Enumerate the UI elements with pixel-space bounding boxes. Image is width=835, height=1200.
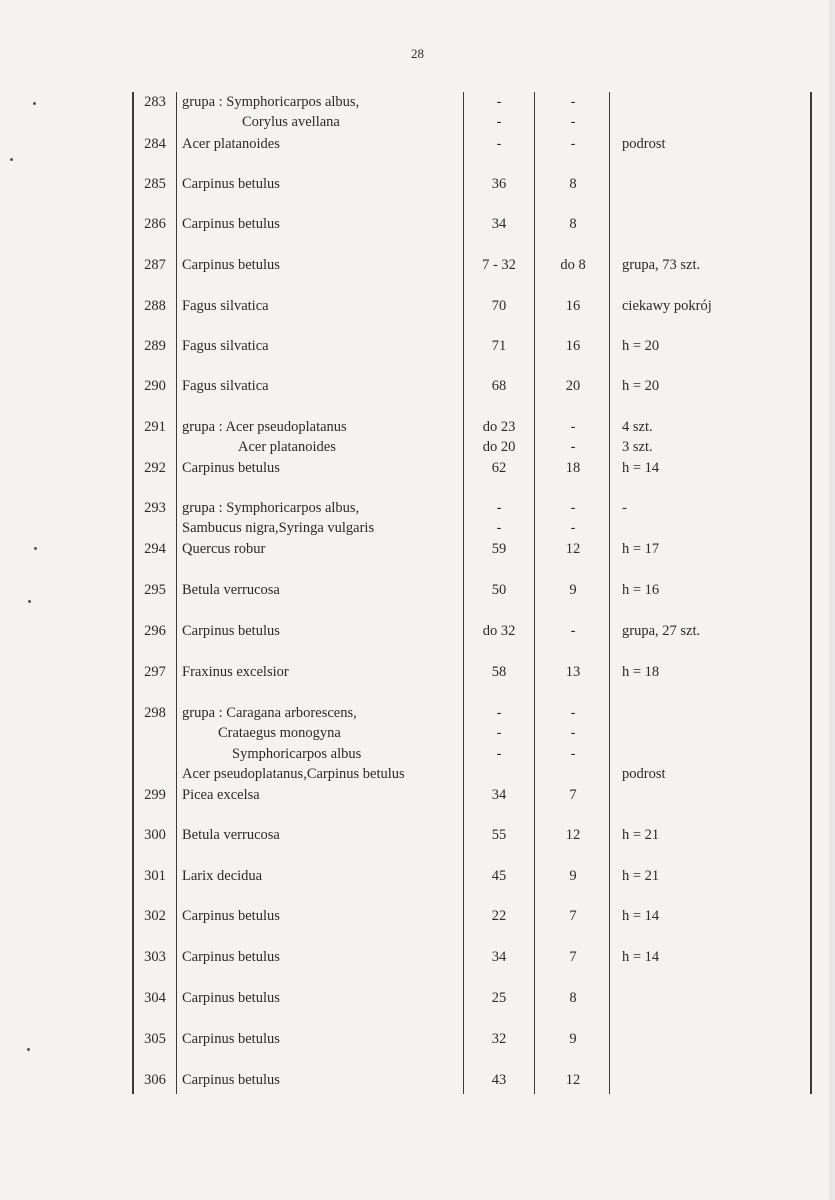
row-number: 285 — [144, 176, 166, 192]
height-value: 7 — [569, 787, 577, 803]
row-number: 298 — [144, 705, 166, 721]
circumference-value: - — [496, 500, 502, 516]
remarks-value: h = 17 — [622, 541, 660, 557]
circumference-value: 68 — [491, 378, 507, 394]
row-number: 296 — [144, 623, 166, 639]
circumference-value: 59 — [491, 541, 507, 557]
height-value: - — [570, 623, 576, 639]
row-number: 304 — [144, 990, 166, 1006]
circumference-value: - — [496, 725, 502, 742]
height-value: 8 — [569, 990, 577, 1006]
row-number: 300 — [144, 827, 166, 843]
remarks-value: h = 20 — [622, 338, 660, 354]
row-number: 305 — [144, 1031, 166, 1047]
height-value: 7 — [569, 949, 577, 965]
scan-speck — [10, 158, 13, 161]
circumference-value: 25 — [491, 990, 507, 1006]
scan-speck — [33, 102, 36, 105]
species-name: Fagus silvatica — [182, 298, 269, 314]
height-value: - — [570, 439, 576, 456]
height-value: 8 — [569, 176, 577, 192]
height-value: 13 — [565, 664, 581, 680]
remarks-value: - — [622, 500, 627, 516]
remarks-value: grupa, 27 szt. — [622, 623, 701, 639]
circumference-value: do 32 — [482, 623, 516, 639]
height-value: 12 — [565, 827, 581, 843]
species-name: Acer pseudoplatanus,Carpinus betulus — [182, 765, 405, 782]
species-name: Sambucus nigra,Syringa vulgaris — [182, 520, 375, 537]
remarks-value: 3 szt. — [622, 439, 653, 456]
scan-speck — [27, 1048, 30, 1051]
row-number: 295 — [144, 582, 166, 598]
circumference-value: 58 — [491, 664, 507, 680]
circumference-value: 62 — [491, 460, 507, 476]
height-value: - — [570, 520, 576, 537]
row-number: 288 — [144, 298, 166, 314]
height-value: 16 — [565, 298, 581, 314]
circumference-value: 32 — [491, 1031, 507, 1047]
species-name: Corylus avellana — [242, 114, 340, 131]
page-number: 28 — [411, 46, 424, 61]
circumference-value: 71 — [491, 338, 507, 354]
remarks-value: h = 16 — [622, 582, 660, 598]
remarks-value: h = 20 — [622, 378, 660, 394]
species-name: Carpinus betulus — [182, 1072, 280, 1088]
species-name: Carpinus betulus — [182, 460, 280, 476]
column-divider-number — [176, 92, 177, 1094]
species-name: Symphoricarpos albus — [232, 745, 362, 762]
species-name: Fraxinus excelsior — [182, 664, 289, 680]
height-value: 16 — [565, 338, 581, 354]
row-number: 302 — [144, 908, 166, 924]
species-name: grupa : Symphoricarpos albus, — [182, 500, 360, 516]
height-value: do 8 — [560, 257, 586, 273]
row-number: 299 — [144, 787, 166, 803]
scan-speck — [28, 600, 31, 603]
height-value: - — [570, 114, 576, 131]
row-number: 291 — [144, 419, 166, 435]
circumference-value: - — [496, 114, 502, 131]
height-value: 18 — [565, 460, 581, 476]
row-number: 293 — [144, 500, 166, 516]
circumference-value: 7 - 32 — [482, 257, 516, 273]
height-value: 20 — [565, 378, 581, 394]
remarks-value: podrost — [622, 765, 666, 782]
species-name: grupa : Acer pseudoplatanus — [182, 419, 347, 435]
height-value: 9 — [569, 1031, 577, 1047]
species-name: Carpinus betulus — [182, 1031, 280, 1047]
circumference-value: 22 — [491, 908, 507, 924]
height-value: - — [570, 136, 576, 152]
circumference-value: 36 — [491, 176, 507, 192]
remarks-value: 4 szt. — [622, 419, 653, 435]
circumference-value: - — [496, 520, 502, 537]
height-value: - — [570, 419, 576, 435]
remarks-value: podrost — [622, 136, 666, 152]
species-name: Carpinus betulus — [182, 908, 280, 924]
species-name: Quercus robur — [182, 541, 266, 557]
species-name: Picea excelsa — [182, 787, 260, 803]
remarks-value: h = 14 — [622, 908, 660, 924]
circumference-value: do 20 — [482, 439, 516, 456]
remarks-value: h = 14 — [622, 460, 660, 476]
row-number: 297 — [144, 664, 166, 680]
row-number: 290 — [144, 378, 166, 394]
species-name: grupa : Symphoricarpos albus, — [182, 94, 360, 110]
remarks-value: h = 14 — [622, 949, 660, 965]
scan-edge — [829, 0, 835, 1200]
species-name: Betula verrucosa — [182, 827, 280, 843]
circumference-value: 34 — [491, 949, 507, 965]
row-number: 292 — [144, 460, 166, 476]
species-name: Carpinus betulus — [182, 990, 280, 1006]
row-number: 283 — [144, 94, 166, 110]
species-name: Carpinus betulus — [182, 176, 280, 192]
circumference-value: 34 — [491, 216, 507, 232]
table-border-right — [810, 92, 812, 1094]
circumference-value: 45 — [491, 868, 507, 884]
species-name: grupa : Caragana arborescens, — [182, 705, 357, 721]
height-value: - — [570, 500, 576, 516]
species-name: Carpinus betulus — [182, 257, 280, 273]
remarks-value: h = 21 — [622, 827, 660, 843]
row-number: 284 — [144, 136, 166, 152]
species-name: Larix decidua — [182, 868, 263, 884]
species-name: Carpinus betulus — [182, 216, 280, 232]
circumference-value: - — [496, 94, 502, 110]
remarks-value: h = 21 — [622, 868, 660, 884]
remarks-value: grupa, 73 szt. — [622, 257, 701, 273]
height-value: 12 — [565, 1072, 581, 1088]
species-name: Carpinus betulus — [182, 623, 280, 639]
height-value: 9 — [569, 868, 577, 884]
row-number: 289 — [144, 338, 166, 354]
circumference-value: - — [496, 705, 502, 721]
species-name: Fagus silvatica — [182, 338, 269, 354]
height-value: 8 — [569, 216, 577, 232]
scan-speck — [34, 547, 37, 550]
circumference-value: do 23 — [482, 419, 516, 435]
remarks-value: h = 18 — [622, 664, 660, 680]
species-name: Acer platanoides — [182, 136, 280, 152]
circumference-value: 43 — [491, 1072, 507, 1088]
height-value: - — [570, 94, 576, 110]
circumference-value: 50 — [491, 582, 507, 598]
height-value: 12 — [565, 541, 581, 557]
species-name: Betula verrucosa — [182, 582, 280, 598]
remarks-value: ciekawy pokrój — [622, 298, 712, 314]
row-number: 306 — [144, 1072, 166, 1088]
row-number: 303 — [144, 949, 166, 965]
column-divider-height — [609, 92, 610, 1094]
species-name: Carpinus betulus — [182, 949, 280, 965]
row-number: 294 — [144, 541, 166, 557]
circumference-value: 55 — [491, 827, 507, 843]
height-value: 9 — [569, 582, 577, 598]
row-number: 286 — [144, 216, 166, 232]
circumference-value: - — [496, 745, 502, 762]
species-name: Acer platanoides — [238, 439, 336, 456]
row-number: 287 — [144, 257, 166, 273]
row-number: 301 — [144, 868, 166, 884]
circumference-value: - — [496, 136, 502, 152]
circumference-value: 70 — [491, 298, 507, 314]
height-value: - — [570, 705, 576, 721]
height-value: 7 — [569, 908, 577, 924]
height-value: - — [570, 725, 576, 742]
species-name: Fagus silvatica — [182, 378, 269, 394]
circumference-value: 34 — [491, 787, 507, 803]
height-value: - — [570, 745, 576, 762]
species-name: Crataegus monogyna — [218, 725, 341, 742]
